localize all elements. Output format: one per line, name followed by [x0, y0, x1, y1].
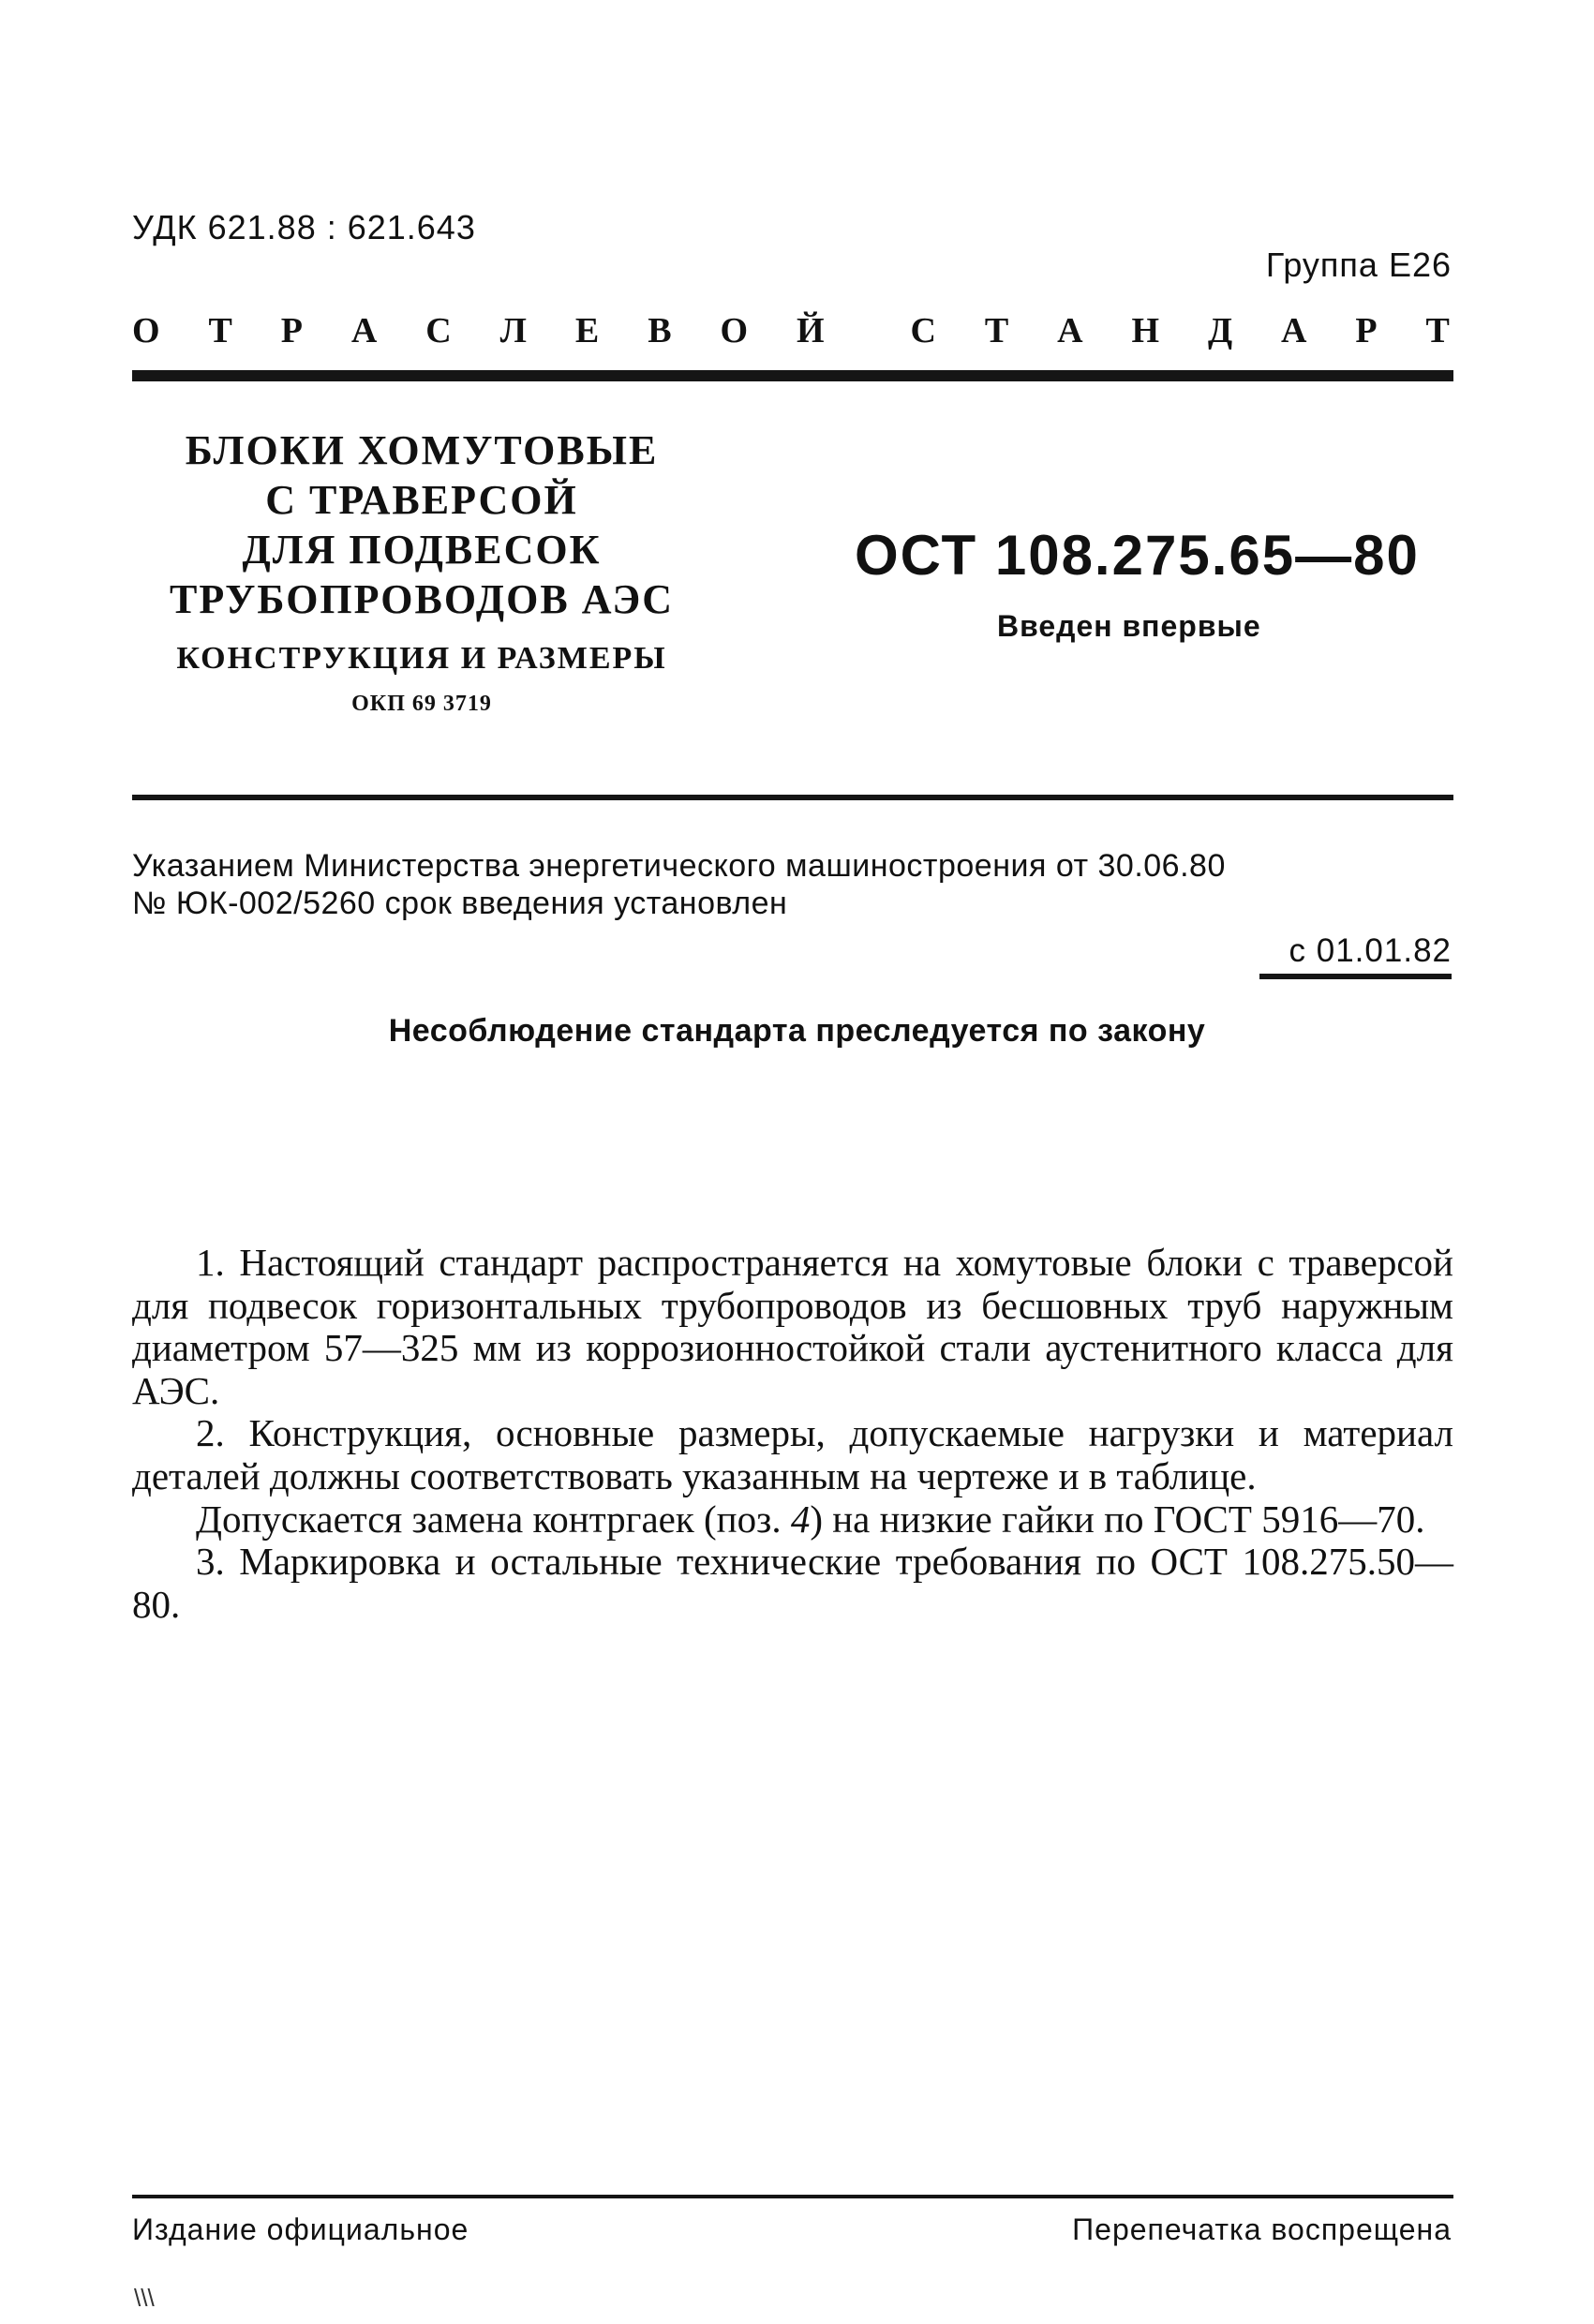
banner-letter: О — [132, 311, 160, 350]
banner-letter: Т — [984, 311, 1009, 350]
clause-2-note — [132, 1498, 1453, 1542]
banner-letter: А — [1057, 311, 1083, 350]
clause-3: 3. Маркировка и остальные технические требования по ОСТ 108.275.50—80. — [132, 1540, 1453, 1626]
title-line: С ТРАВЕРСОЙ — [265, 477, 578, 523]
date-underline — [1259, 974, 1452, 979]
item-number: 4 — [790, 1497, 811, 1541]
banner-letter: Т — [1425, 311, 1450, 350]
banner-rule — [132, 370, 1453, 381]
header-divider — [132, 795, 1453, 800]
banner-letter: С — [425, 311, 452, 350]
document-subtitle: КОНСТРУКЦИЯ И РАЗМЕРЫ — [176, 641, 667, 676]
clause-2-note-text: ) на низкие гайки по ГОСТ 5916—70. — [810, 1497, 1425, 1541]
banner-letter: В — [648, 311, 672, 350]
banner-letter: О — [720, 311, 749, 350]
page-mark: \\\ — [134, 2284, 155, 2312]
document-title-block — [131, 425, 712, 717]
banner-letter: С — [910, 311, 936, 350]
clause-2: 2. Конструкция, основные размеры, допускаемые нагрузки и материал деталей должны соответствовать указанным на чертеже и в таблице. — [132, 1411, 1453, 1497]
clause-2-note-text: Допускается замена контргаек (поз. — [196, 1497, 791, 1541]
title-line: ТРУБОПРОВОДОВ АЭС — [169, 576, 675, 622]
decree-line-2: № ЮК-002/5260 срок введения установлен — [132, 886, 788, 921]
banner-letter: Т — [208, 311, 232, 350]
banner-letter: Й — [796, 311, 825, 350]
banner-letter: Н — [1131, 311, 1160, 350]
footer-rule — [132, 2195, 1453, 2198]
banner-letter: Д — [1207, 311, 1233, 350]
official-edition-note: Издание официальное — [132, 2212, 469, 2246]
banner-letter: Л — [499, 311, 527, 350]
banner-letter: А — [350, 311, 378, 350]
legal-warning: Несоблюдение стандарта преследуется по закону — [388, 1013, 1206, 1049]
udk-code: УДК 621.88 : 621.643 — [132, 208, 476, 246]
standard-designation: ОСТ 108.275.65—80 — [855, 524, 1420, 587]
group-code: Группа Е26 — [1265, 246, 1452, 284]
banner-letter: Е — [574, 311, 600, 350]
title-line: БЛОКИ ХОМУТОВЫЕ — [185, 427, 659, 473]
reprint-prohibited-note: Перепечатка воспрещена — [1072, 2212, 1452, 2246]
banner-letter: А — [1281, 311, 1307, 350]
banner-letter: Р — [1355, 311, 1378, 350]
effective-date: с 01.01.82 — [1289, 932, 1452, 969]
okp-code: ОКП 69 3719 — [351, 692, 492, 716]
decree-line-1: Указанием Министерства энергетического машиностроения от 30.06.80 — [132, 848, 1226, 884]
standard-type-banner — [132, 310, 1450, 351]
standard-body — [132, 1242, 1453, 1626]
clause-1: 1. Настоящий стандарт распространяется на хомутовые блоки с траверсой для подвесок горизонтальных трубопроводов из бесшовных труб наружным диаметром 57—325 мм из коррозионностойкой стали аустенитного класса для АЭС. — [132, 1241, 1453, 1412]
title-line: ДЛЯ ПОДВЕСОК — [242, 527, 602, 573]
introduced-note: Введен впервые — [997, 609, 1261, 643]
banner-letter: Р — [280, 311, 303, 350]
